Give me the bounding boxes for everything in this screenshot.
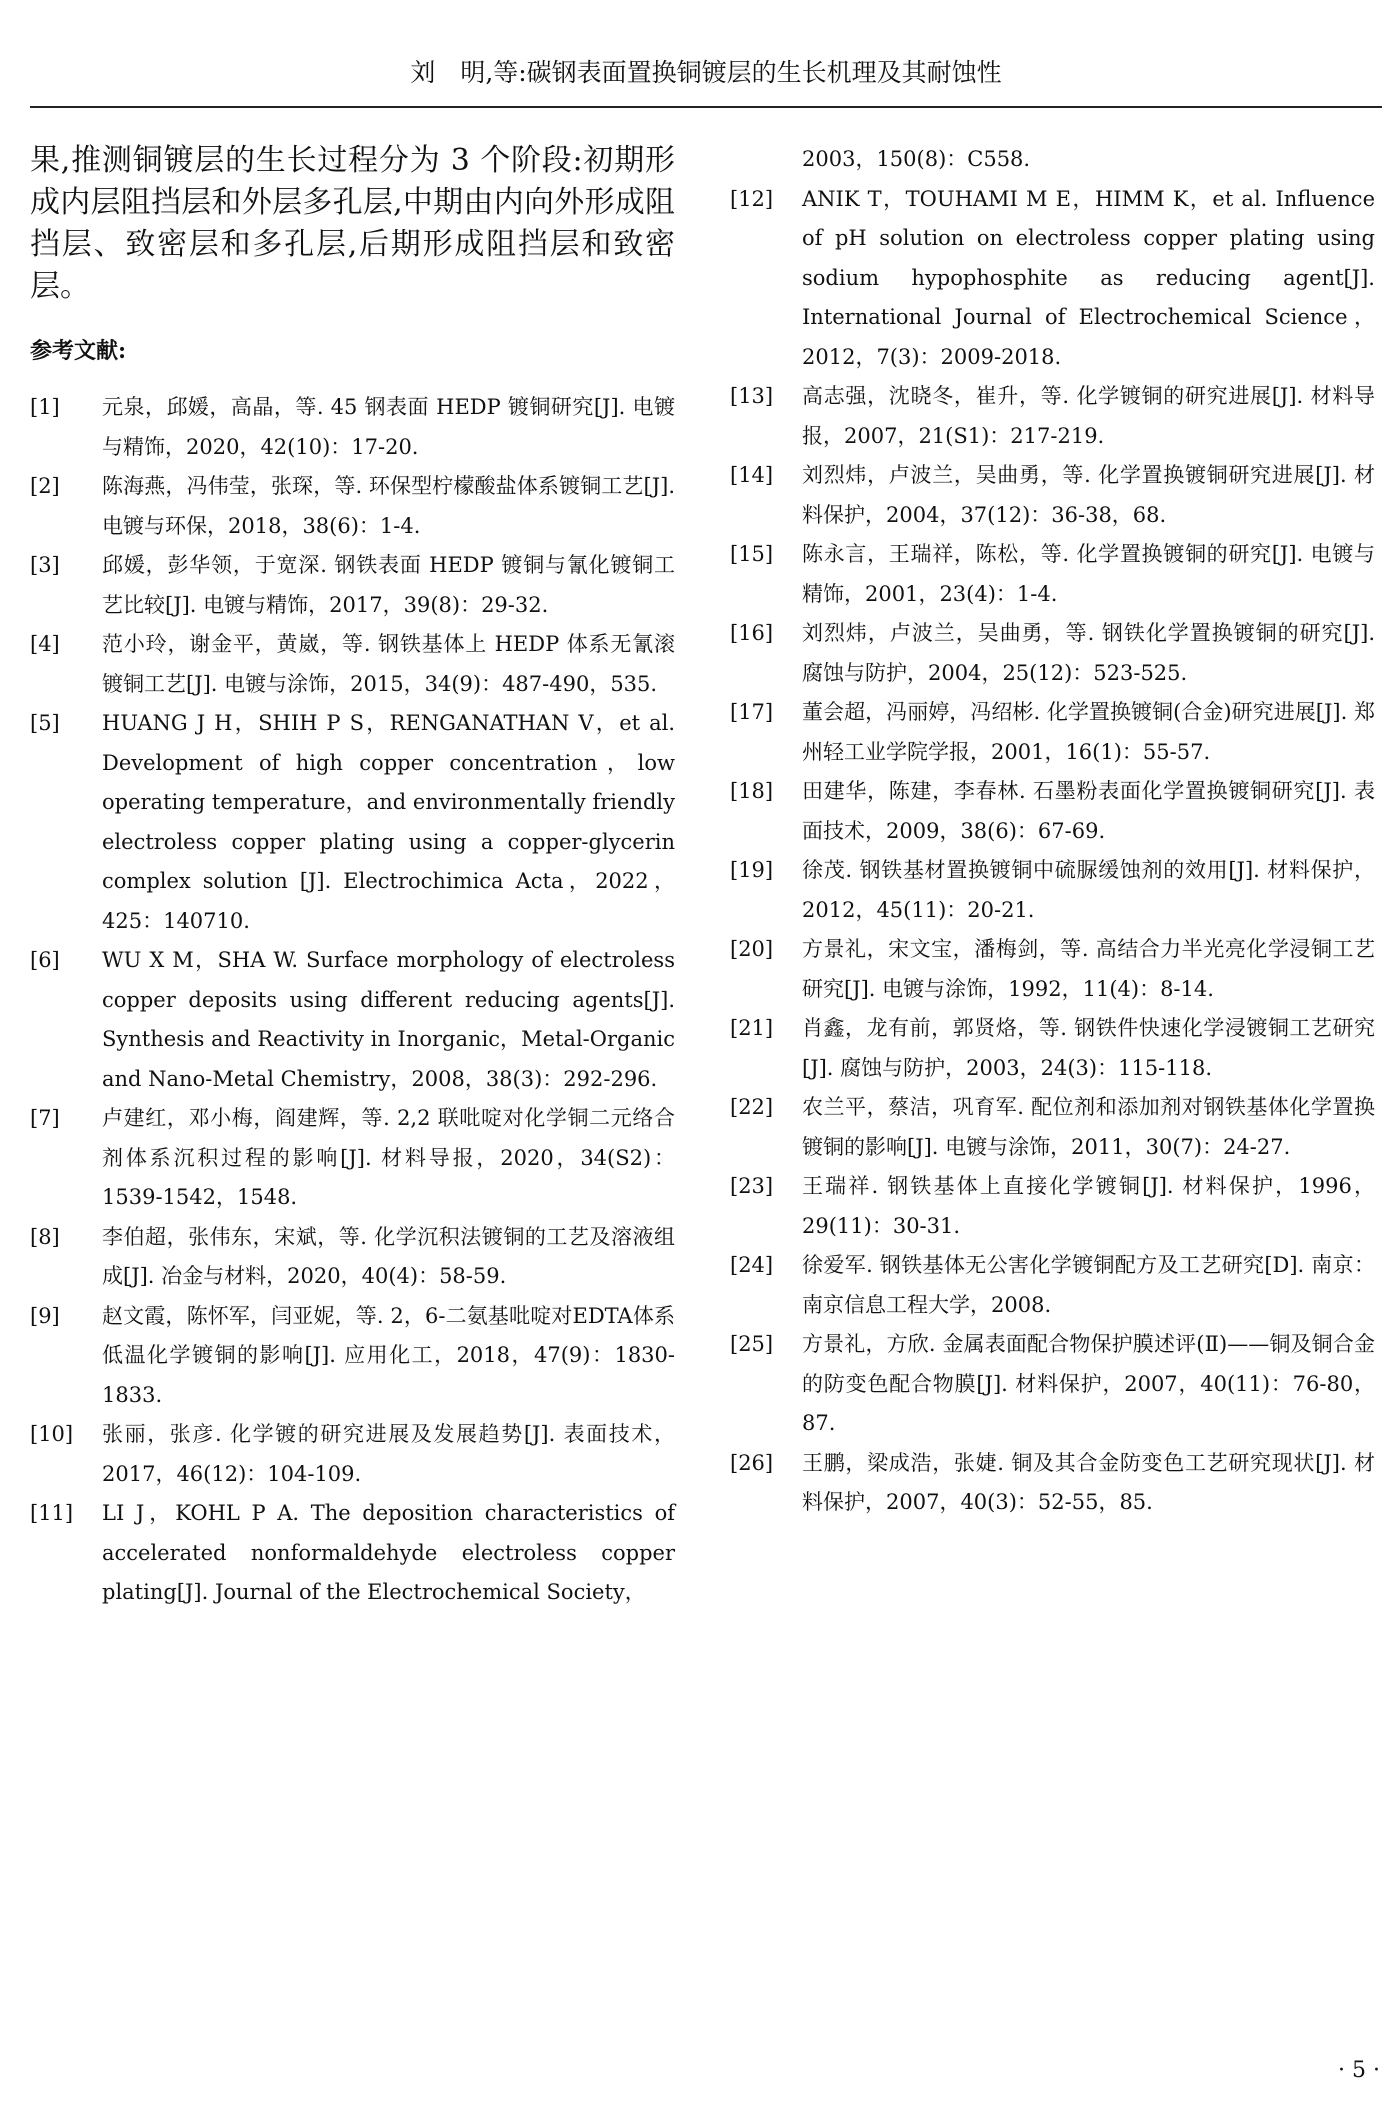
reference-number: [10] — [30, 1422, 74, 1446]
reference-number: [21] — [730, 1016, 774, 1040]
reference-number: [5] — [30, 711, 60, 735]
reference-item — [730, 1088, 1375, 1167]
reference-item — [30, 704, 675, 941]
reference-text: 赵文霞，陈怀军，闫亚妮，等. 2，6-二氨基吡啶对EDTA体系低温化学镀铜的影响[J]. 应用化工，2018，47(9)：1830-1833. — [102, 1303, 675, 1407]
reference-number: [16] — [730, 621, 774, 645]
reference-number: [1] — [30, 395, 60, 419]
reference-item — [730, 851, 1375, 930]
reference-text: 方景礼，宋文宝，潘梅剑，等. 高结合力半光亮化学浸铜工艺研究[J]. 电镀与涂饰，1992，11(4)：8-14. — [802, 937, 1375, 1001]
reference-number: [24] — [730, 1253, 774, 1277]
header-rule — [30, 106, 1382, 108]
reference-number: [2] — [30, 474, 60, 498]
reference-number: [19] — [730, 858, 774, 882]
reference-number: [8] — [30, 1224, 60, 1249]
reference-text: 2003，150(8)：C558. — [802, 147, 1031, 171]
left-column — [30, 140, 675, 1613]
reference-text: LI J，KOHL P A. The deposition characteristics of accelerated nonformaldehyde electroless copper plating[J]. Journal of the Electrochemical Society， — [102, 1501, 675, 1604]
reference-number: [11] — [30, 1501, 74, 1525]
reference-item — [730, 180, 1375, 378]
reference-text: 田建华，陈建，李春林. 石墨粉表面化学置换镀铜研究[J]. 表面技术，2009，38(6)：67-69. — [802, 779, 1375, 843]
reference-text: 肖鑫，龙有前，郭贤烙，等. 钢铁件快速化学浸镀铜工艺研究[J]. 腐蚀与防护，2003，24(3)：115-118. — [802, 1016, 1375, 1080]
reference-item — [730, 772, 1375, 851]
reference-text: 范小玲，谢金平，黄崴，等. 钢铁基体上 HEDP 体系无氰滚镀铜工艺[J]. 电镀与涂饰，2015，34(9)：487-490，535. — [102, 632, 675, 696]
reference-item — [30, 1415, 675, 1494]
references-heading: 参考文献: — [30, 338, 127, 364]
reference-text: 农兰平，蔡洁，巩育军. 配位剂和添加剂对钢铁基体化学置换镀铜的影响[J]. 电镀与涂饰，2011，30(7)：24-27. — [802, 1095, 1375, 1159]
reference-item — [30, 1494, 675, 1613]
reference-item — [30, 467, 675, 546]
reference-item — [30, 388, 675, 467]
reference-text: 王鹏，梁成浩，张婕. 铜及其合金防变色工艺研究现状[J]. 材料保护，2007，40(3)：52-55，85. — [802, 1450, 1375, 1514]
reference-text: ANIK T，TOUHAMI M E，HIMM K，et al. Influence of pH solution on electroless copper plating using sodium hypophosphite as reducing agent[J]. International Journal of Electrochemical Science，2012，7(3)：2009-2018. — [802, 186, 1375, 369]
reference-number: [18] — [730, 779, 774, 803]
running-header: 刘 明,等:碳钢表面置换铜镀层的生长机理及其耐蚀性 — [410, 58, 1002, 87]
reference-text: 元泉，邱媛，高晶，等. 45 钢表面 HEDP 镀铜研究[J]. 电镀与精饰，2020，42(10)：17-20. — [102, 395, 675, 459]
reference-item — [730, 140, 1375, 180]
reference-text: 刘烈炜，卢波兰，吴曲勇，等. 化学置换镀铜研究进展[J]. 材料保护，2004，37(12)：36-38，68. — [802, 463, 1375, 527]
reference-text: HUANG J H，SHIH P S，RENGANATHAN V，et al. Development of high copper concentration，low operating temperature，and environmentally friendly electroless copper plating using a copper-glycerin complex solution [J]. Electrochimica Acta，2022，425：140710. — [102, 711, 675, 933]
reference-item — [730, 377, 1375, 456]
reference-item — [730, 1009, 1375, 1088]
reference-text: 陈海燕，冯伟莹，张琛，等. 环保型柠檬酸盐体系镀铜工艺[J]. 电镀与环保，2018，38(6)：1-4. — [102, 474, 675, 538]
body-paragraph: 果,推测铜镀层的生长过程分为 3 个阶段:初期形成内层阻挡层和外层多孔层,中期由内向外形成阻挡层、致密层和多孔层,后期形成阻挡层和致密层。 — [30, 143, 675, 304]
reference-list-left — [30, 388, 675, 1613]
reference-number: [6] — [30, 948, 60, 972]
reference-number: [23] — [730, 1174, 774, 1198]
reference-item — [30, 1099, 675, 1218]
reference-item — [30, 625, 675, 704]
reference-number: [20] — [730, 937, 774, 961]
reference-text: WU X M，SHA W. Surface morphology of electroless copper deposits using different reducing agents[J]. Synthesis and Reactivity in Inorganic，Metal-Organic and Nano-Metal Chemistry，2008，38(3)：292-296. — [102, 948, 675, 1091]
reference-number: [26] — [730, 1450, 774, 1475]
reference-item — [730, 535, 1375, 614]
reference-number: [13] — [730, 384, 774, 408]
reference-item — [730, 1246, 1375, 1325]
reference-number: [25] — [730, 1332, 774, 1356]
reference-text: 高志强，沈晓冬，崔升，等. 化学镀铜的研究进展[J]. 材料导报，2007，21(S1)：217-219. — [802, 384, 1375, 448]
reference-text: 徐爱军. 钢铁基体无公害化学镀铜配方及工艺研究[D]. 南京：南京信息工程大学，2008. — [802, 1253, 1375, 1317]
reference-text: 邱媛，彭华领，于宽深. 钢铁表面 HEDP 镀铜与氰化镀铜工艺比较[J]. 电镀与精饰，2017，39(8)：29-32. — [102, 553, 675, 617]
reference-number: [4] — [30, 632, 60, 656]
reference-text: 王瑞祥. 钢铁基体上直接化学镀铜[J]. 材料保护，1996，29(11)：30-31. — [802, 1174, 1375, 1238]
reference-item — [30, 1297, 675, 1416]
reference-number: [7] — [30, 1106, 60, 1130]
reference-number: [3] — [30, 553, 60, 577]
reference-text: 董会超，冯丽婷，冯绍彬. 化学置换镀铜(合金)研究进展[J]. 郑州轻工业学院学报，2001，16(1)：55-57. — [802, 700, 1375, 764]
reference-number: [12] — [730, 186, 774, 211]
reference-item — [730, 1444, 1375, 1523]
reference-text: 刘烈炜，卢波兰，吴曲勇，等. 钢铁化学置换镀铜的研究[J]. 腐蚀与防护，2004，25(12)：523-525. — [802, 621, 1375, 685]
reference-text: 方景礼，方欣. 金属表面配合物保护膜述评(Ⅱ)——铜及铜合金的防变色配合物膜[J]. 材料保护，2007，40(11)：76-80，87. — [802, 1332, 1375, 1435]
reference-item — [730, 693, 1375, 772]
reference-item — [730, 930, 1375, 1009]
reference-item — [730, 614, 1375, 693]
reference-item — [30, 546, 675, 625]
reference-number: [17] — [730, 700, 774, 724]
page-number: · 5 · — [1338, 2058, 1380, 2083]
reference-number: [22] — [730, 1095, 774, 1119]
reference-item — [730, 456, 1375, 535]
reference-text: 徐茂. 钢铁基材置换镀铜中硫脲缓蚀剂的效用[J]. 材料保护，2012，45(11)：20-21. — [802, 858, 1375, 922]
reference-item — [730, 1325, 1375, 1444]
reference-text: 李伯超，张伟东，宋斌，等. 化学沉积法镀铜的工艺及溶液组成[J]. 冶金与材料，2020，40(4)：58-59. — [102, 1224, 675, 1288]
right-column — [730, 140, 1375, 1523]
reference-text: 卢建红，邓小梅，阎建辉，等. 2,2 联吡啶对化学铜二元络合剂体系沉积过程的影响[J]. 材料导报，2020，34(S2)：1539-1542，1548. — [102, 1106, 675, 1209]
reference-item — [30, 1218, 675, 1297]
reference-number: [9] — [30, 1303, 60, 1328]
reference-list-right — [730, 140, 1375, 1523]
reference-item — [730, 1167, 1375, 1246]
reference-number: [15] — [730, 542, 774, 566]
reference-text: 张丽，张彦. 化学镀的研究进展及发展趋势[J]. 表面技术，2017，46(12)：104-109. — [102, 1422, 675, 1486]
reference-item — [30, 941, 675, 1099]
reference-number: [14] — [730, 463, 774, 487]
reference-text: 陈永言，王瑞祥，陈松，等. 化学置换镀铜的研究[J]. 电镀与精饰，2001，23(4)：1-4. — [802, 542, 1375, 606]
